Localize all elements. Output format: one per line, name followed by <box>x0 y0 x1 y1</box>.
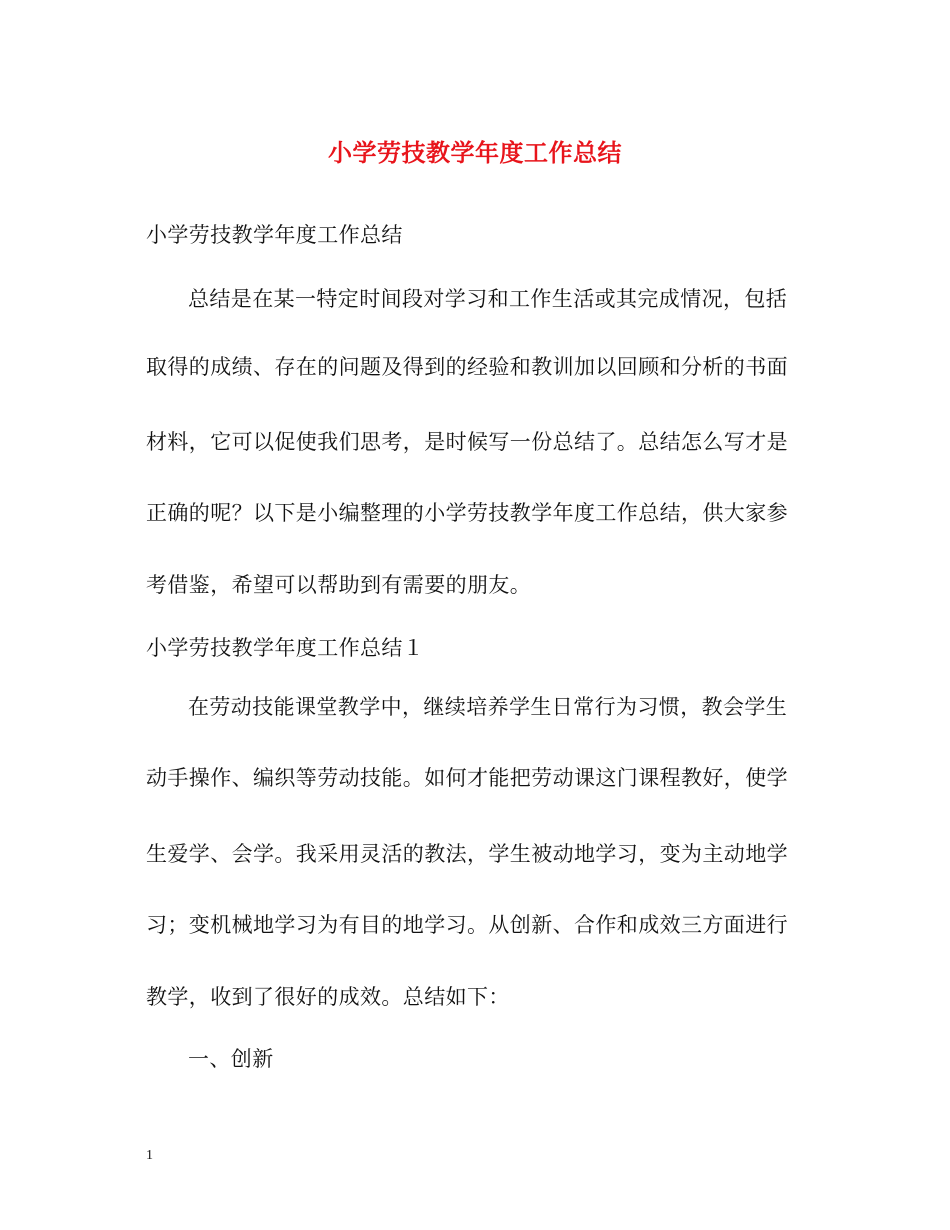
subtitle-line: 小学劳技教学年度工作总结 <box>146 223 403 247</box>
page-number: 1 <box>146 1148 153 1163</box>
paragraph-line: 取得的成绩、存在的问题及得到的经验和教训加以回顾和分析的书面 <box>146 355 788 379</box>
subheading-line: 一、创新 <box>188 1047 274 1071</box>
paragraph-line: 考借鉴，希望可以帮助到有需要的朋友。 <box>146 573 532 597</box>
section-heading: 小学劳技教学年度工作总结１ <box>146 636 425 660</box>
paragraph-line: 材料，它可以促使我们思考，是时候写一份总结了。总结怎么写才是 <box>146 430 788 454</box>
paragraph-line: 正确的呢？以下是小编整理的小学劳技教学年度工作总结，供大家参 <box>146 501 788 525</box>
paragraph-line: 生爱学、会学。我采用灵活的教法，学生被动地学习，变为主动地学 <box>146 842 788 866</box>
document-title: 小学劳技教学年度工作总结 <box>328 138 622 167</box>
paragraph-line: 动手操作、编织等劳动技能。如何才能把劳动课这门课程教好，使学 <box>146 766 788 790</box>
paragraph-line: 习；变机械地学习为有目的地学习。从创新、合作和成效三方面进行 <box>146 913 788 937</box>
paragraph-line: 总结是在某一特定时间段对学习和工作生活或其完成情况，包括 <box>188 287 788 311</box>
paragraph-line: 在劳动技能课堂教学中，继续培养学生日常行为习惯，教会学生 <box>188 695 788 719</box>
paragraph-line: 教学，收到了很好的成效。总结如下： <box>146 985 510 1009</box>
